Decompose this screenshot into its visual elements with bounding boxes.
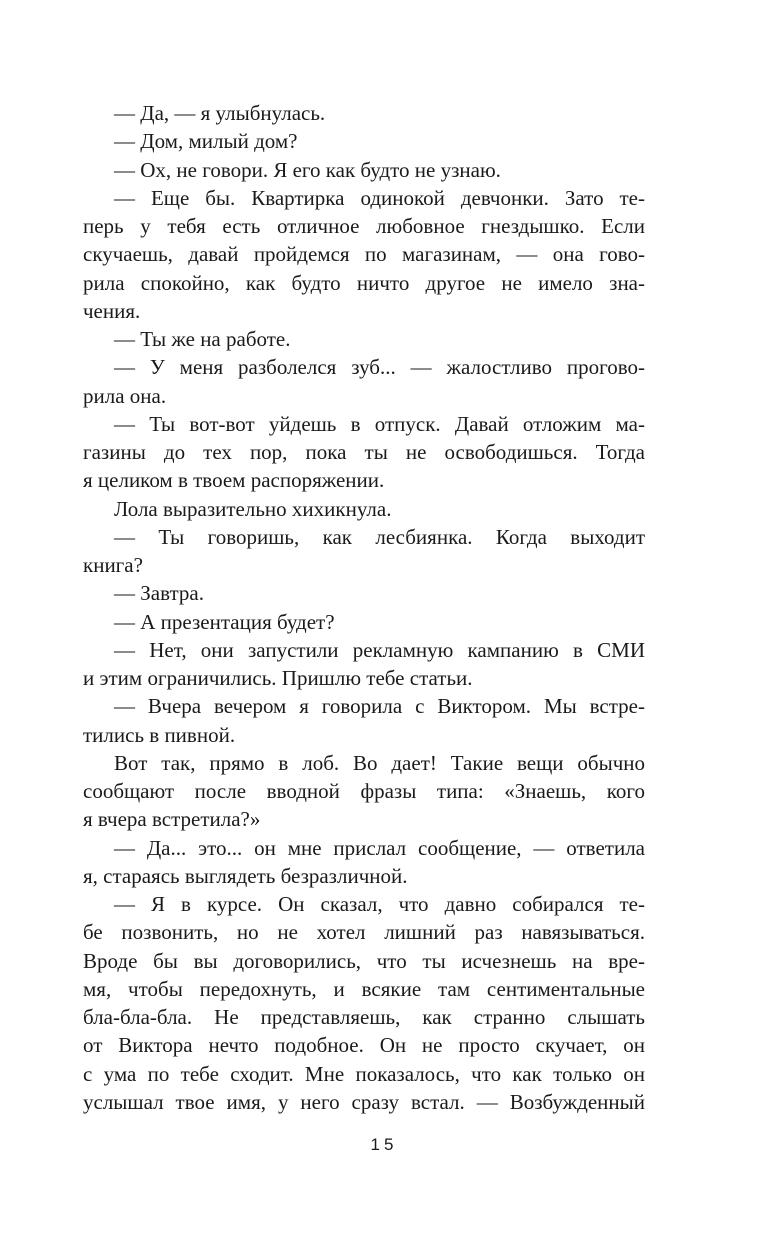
text-line: и этим ограничились. Пришлю тебе статьи.: [83, 666, 473, 690]
text-line: чения.: [83, 298, 141, 323]
text-line: перь у тебя есть отличное любовное гнездышко. Если: [83, 214, 645, 238]
text-line: я, стараясь выглядеть безразличной.: [83, 863, 408, 888]
text-line: бла-бла-бла. Не представляешь, как странно слышать: [83, 1005, 645, 1029]
text-line: — Ты вот-вот уйдешь в отпуск. Давай отложим ма-: [114, 411, 645, 436]
text-line: услышал твое имя, у него сразу встал. — Возбужденный: [83, 1089, 645, 1114]
text-line: книга?: [83, 553, 143, 577]
text-line: я целиком в твоем распоряжении.: [83, 468, 385, 493]
text-line: рила спокойно, как будто ничто другое не имело зна-: [83, 270, 645, 295]
text-line: — Вчера вечером я говорила с Виктором. Мы встре-: [114, 694, 645, 719]
text-line: — Ты же на работе.: [114, 327, 291, 351]
text-line: — Еще бы. Квартирка одинокой девчонки. Зато те-: [114, 185, 645, 210]
text-line: тились в пивной.: [83, 722, 236, 747]
text-line: от Виктора нечто подобное. Он не просто скучает, он: [83, 1033, 645, 1058]
text-line: — Я в курсе. Он сказал, что давно собирался те-: [114, 892, 645, 916]
page-number: 15: [370, 1135, 398, 1154]
text-line: Вот так, прямо в лоб. Во дает! Такие вещи обычно: [114, 750, 645, 775]
text-line: бе позвонить, но не хотел лишний раз навязываться.: [83, 920, 645, 945]
text-line: я вчера встретила?»: [83, 807, 261, 832]
text-line: Вроде бы вы договорились, что ты исчезнешь на вре-: [83, 948, 645, 973]
text-line: — Да, — я улыбнулась.: [114, 101, 326, 125]
text-line: — Нет, они запустили рекламную кампанию в СМИ: [114, 637, 645, 662]
text-line: с ума по тебе сходит. Мне показалось, что как только он: [83, 1061, 645, 1086]
text-line: мя, чтобы передохнуть, и всякие там сентиментальные: [83, 976, 645, 1001]
text-line: — А презентация будет?: [114, 609, 335, 634]
text-line: рила она.: [83, 383, 167, 408]
text-line: — Ты говоришь, как лесбиянка. Когда выходит: [114, 524, 645, 549]
text-line: — У меня разболелся зуб... — жалостливо прогово-: [114, 355, 645, 380]
body-text: [83, 99, 645, 1116]
text-line: газины до тех пор, пока ты не освободишься. Тогда: [83, 440, 645, 464]
text-line: — Дом, милый дом?: [114, 129, 298, 154]
text-line: — Ох, не говори. Я его как будто не узнаю.: [114, 157, 501, 182]
text-line: — Завтра.: [114, 581, 204, 606]
text-line: Лола выразительно хихикнула.: [114, 496, 392, 521]
text-line: сообщают после вводной фразы типа: «Знаешь, кого: [83, 779, 645, 803]
text-line: — Да... это... он мне прислал сообщение, — ответила: [114, 835, 645, 860]
text-line: скучаешь, давай пройдемся по магазинам, — она гово-: [83, 242, 645, 267]
